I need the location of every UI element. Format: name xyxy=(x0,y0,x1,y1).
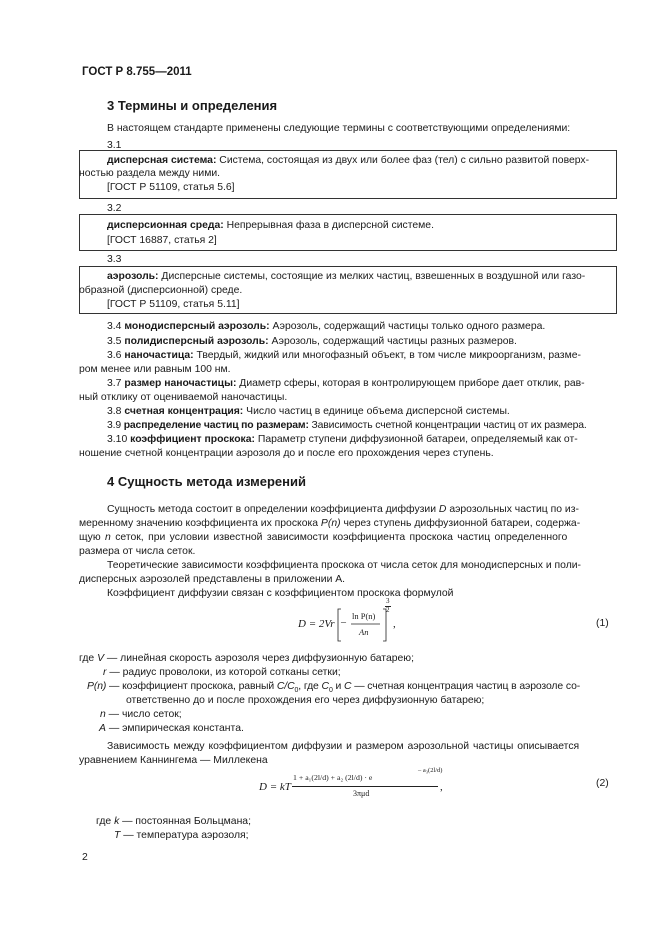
term-3-3-def: Дисперсные системы, состоящие из мелких частиц, взвешенных в воздушной или газо- xyxy=(158,271,586,282)
term-3-9-def: Зависимость счетной концентрации частиц от их размера. xyxy=(308,420,587,431)
where1-text: и xyxy=(332,681,345,692)
term-3-10-term: коэффициент проскока: xyxy=(130,434,255,445)
term-3-2-box xyxy=(79,214,617,251)
s4-p2-line2: дисперсных аэрозолей представлены в приложении А. xyxy=(79,574,346,585)
s4-p1-text: Сущность метода состоит в определении коэффициента диффузии xyxy=(107,504,439,515)
term-3-3-box xyxy=(79,266,617,314)
s4-p1-line4: размера от числа сеток. xyxy=(79,546,196,557)
term-3-3-ref: [ГОСТ Р 51109, статья 5.11] xyxy=(107,299,240,310)
where1-line2 xyxy=(103,666,341,680)
term-3-2-number: 3.2 xyxy=(107,203,122,214)
eq2-lhs xyxy=(259,781,291,793)
where1-text: — счетная концентрация частиц в аэрозоле со- xyxy=(351,681,581,692)
term-3-2-def: Непрерывная фаза в дисперсной системе. xyxy=(223,220,434,231)
where2-line2 xyxy=(114,829,249,843)
term-3-7-def: Диаметр сферы, которая в контролирующем приборе дает отклик, рав- xyxy=(236,378,585,389)
where2-text: — температура аэрозоля; xyxy=(120,830,249,841)
term-3-4-def: Аэрозоль, содержащий частицы только одного размера. xyxy=(269,321,546,332)
section-3-intro: В настоящем стандарте применены следующие термины с соответствующими определениями: xyxy=(107,123,571,134)
where2-line1 xyxy=(96,815,251,829)
section-3-title: 3 Термины и определения xyxy=(107,98,278,113)
where1-text: , где xyxy=(298,681,322,692)
term-3-3-term: аэрозоль: xyxy=(107,271,159,282)
eq1-lhs xyxy=(298,618,335,630)
where1-var: A xyxy=(99,723,106,734)
term-3-1-line2: ностью раздела между ними. xyxy=(79,168,221,179)
term-3-3-line2: образной (дисперсионной) среде. xyxy=(79,285,243,296)
where2-var: T xyxy=(114,830,121,841)
term-3-2-ref: [ГОСТ 16887, статья 2] xyxy=(107,235,217,246)
where1-text: — эмпирическая константа. xyxy=(105,723,244,734)
s4-p1-var-n: n xyxy=(105,532,111,543)
term-3-1-term: дисперсная система: xyxy=(107,155,217,166)
term-3-1-def: Система, состоящая из двух или более фаз (тел) с сильно развитой поверх- xyxy=(216,155,590,166)
s4-p1-text: через ступень диффузионной батареи, содержа- xyxy=(340,518,581,529)
term-3-2-line1 xyxy=(107,219,434,233)
where1-line5 xyxy=(100,708,182,722)
term-3-1-line1 xyxy=(107,154,589,168)
where1-sub: 0 xyxy=(328,687,333,695)
where1-var: V xyxy=(97,653,104,664)
term-3-3-number: 3.3 xyxy=(107,254,122,265)
eq1-lhs-text: D = 2Vr xyxy=(298,618,335,630)
term-3-9-number: 3.9 xyxy=(107,420,124,431)
term-3-5-number: 3.5 xyxy=(107,336,125,347)
s4-p1-var-d: D xyxy=(438,504,447,515)
term-3-8 xyxy=(107,405,510,419)
where1-var: C xyxy=(321,681,329,692)
term-3-10-number: 3.10 xyxy=(107,434,131,445)
eq2-numerator: 1 + a₁(2l/d) + a₂ (2l/d) · e xyxy=(293,773,373,782)
eq1-minus: – xyxy=(341,617,346,628)
where2-text: — постоянная Больцмана; xyxy=(119,816,251,827)
term-3-4-number: 3.4 xyxy=(107,321,125,332)
term-3-7-term: размер наночастицы: xyxy=(124,378,237,389)
term-3-7-line2: ный отклику от оцениваемой наночастицы. xyxy=(79,392,288,403)
term-3-3-line1 xyxy=(107,270,585,284)
standard-header: ГОСТ Р 8.755—2011 xyxy=(82,66,192,78)
s4-p1-line3 xyxy=(79,531,567,545)
eq1-exp-den: 2 xyxy=(386,606,390,614)
where1-var: n xyxy=(100,709,106,720)
s4-p4-line1: Зависимость между коэффициентом диффузии и размером аэрозольной частицы описывается xyxy=(107,741,580,752)
eq2-lhs-text: D = kT xyxy=(259,781,291,793)
where1-var: r xyxy=(103,667,107,678)
s4-p1-text: аэрозольных частиц по из- xyxy=(446,504,579,515)
term-3-5-term: полидисперсный аэрозоль: xyxy=(124,336,269,347)
eq1-numerator: ln P(n) xyxy=(352,611,376,621)
term-3-6-number: 3.6 xyxy=(107,350,125,361)
where1-text: где xyxy=(79,653,98,664)
term-3-7-number: 3.7 xyxy=(107,378,125,389)
where1-text: — линейная скорость аэрозоля через диффузионную батарею; xyxy=(104,653,414,664)
eq2-label: (2) xyxy=(596,778,609,789)
page-number: 2 xyxy=(82,852,88,863)
term-3-6-term: наночастица: xyxy=(124,350,194,361)
s4-p4-line2: уравнением Каннингема — Миллекена xyxy=(79,755,268,766)
where2-var: k xyxy=(114,816,120,827)
term-3-10-line2: ношение счетной концентрации аэрозоля до и после его прохождения через ступень. xyxy=(79,448,494,459)
term-3-1-box xyxy=(79,150,617,199)
term-3-6-def: Твердый, жидкий или многофазный объект, в том числе микроорганизм, разме- xyxy=(193,350,581,361)
where1-var: C/C xyxy=(276,681,295,692)
where1-text: — коэффициент проскока, равный xyxy=(106,681,277,692)
s4-p1-text: щую xyxy=(79,532,106,543)
where1-var: P(n) xyxy=(87,681,107,692)
term-3-4 xyxy=(107,320,545,334)
term-3-8-term: счетная концентрация: xyxy=(124,406,244,417)
term-3-2-term: дисперсионная среда: xyxy=(107,220,224,231)
s4-p1-line1 xyxy=(107,503,579,517)
where1-line4: ответственно до и после прохождения его через диффузионную батарею; xyxy=(126,695,485,706)
eq2-denominator: 3πμd xyxy=(353,789,370,798)
term-3-10-line1 xyxy=(107,433,578,447)
where1-line6 xyxy=(99,722,244,736)
term-3-9-term: распределение частиц по размерам: xyxy=(123,420,309,431)
eq2-comma: , xyxy=(440,781,443,793)
term-3-10-def: Параметр ступени диффузионной батареи, определяемый как от- xyxy=(254,434,578,445)
term-3-1-number: 3.1 xyxy=(107,140,122,151)
where2-text: где xyxy=(96,816,115,827)
eq1-denominator: An xyxy=(359,627,369,637)
eq1-label: (1) xyxy=(596,618,609,629)
where1-line1 xyxy=(79,652,414,666)
s4-p1-var-pn: P(n) xyxy=(320,518,341,529)
term-3-1-ref: [ГОСТ Р 51109, статья 5.6] xyxy=(107,182,235,193)
eq1-comma: , xyxy=(393,618,396,630)
term-3-6-line1 xyxy=(107,349,581,363)
where1-sub: 0 xyxy=(294,687,299,695)
s4-p1-text: сеток, при условии известной зависимости коэффициента проскока частиц определенного xyxy=(110,532,568,543)
term-3-8-number: 3.8 xyxy=(107,406,125,417)
where1-text: — число сеток; xyxy=(105,709,182,720)
term-3-7-line1 xyxy=(107,377,585,391)
s4-p1-text: меренному значению коэффициента их проскока xyxy=(79,518,321,529)
section-4-title: 4 Сущность метода измерений xyxy=(107,474,306,489)
where1-text: — радиус проволоки, из которой сотканы сетки; xyxy=(106,667,341,678)
term-3-5 xyxy=(107,335,517,349)
s4-p2-line1: Теоретические зависимости коэффициента проскока от числа сеток для монодисперсных и поли- xyxy=(107,560,582,571)
eq1-exp-num: 3 xyxy=(386,597,390,605)
term-3-6-line2: ром менее или равным 100 нм. xyxy=(79,364,231,375)
eq2-exponent: – a₃(2l/d) xyxy=(418,767,443,774)
eq2-fraction-bar xyxy=(292,786,438,787)
term-3-4-term: монодисперсный аэрозоль: xyxy=(124,321,270,332)
term-3-8-def: Число частиц в единице объема дисперсной системы. xyxy=(243,406,510,417)
term-3-5-def: Аэрозоль, содержащий частицы разных размеров. xyxy=(268,336,517,347)
s4-p3: Коэффициент диффузии связан с коэффициентом проскока формулой xyxy=(107,588,454,599)
term-3-9 xyxy=(107,419,587,433)
s4-p1-line2 xyxy=(79,517,580,531)
where1-var: C xyxy=(344,681,352,692)
